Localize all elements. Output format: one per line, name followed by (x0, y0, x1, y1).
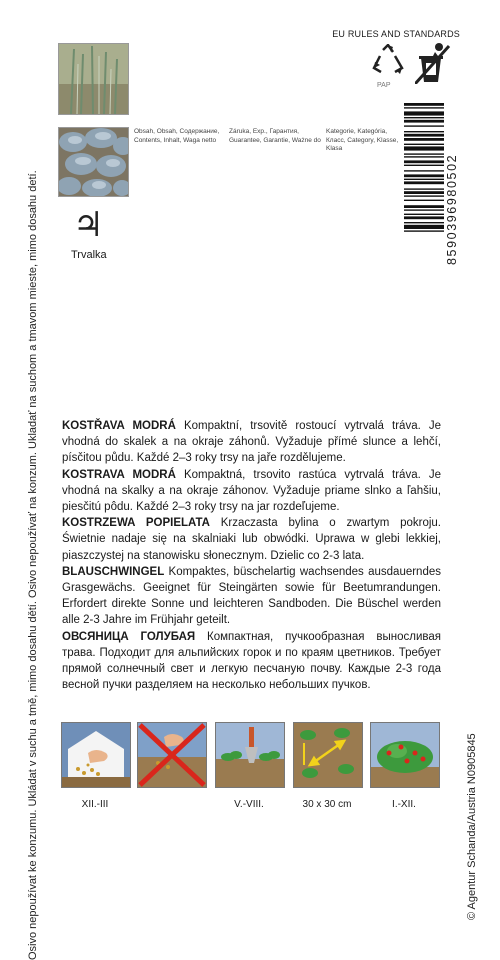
step-planting-icon (215, 722, 285, 788)
description-name: KOSTŘAVA MODRÁ (62, 420, 176, 432)
description-text: Kompaktes, büschelartig wachsendes ausdauerndes Grasgewächs. Geeignet für Steingärten sowie für Beetumrandungen. Erfordert direkte Sonne und leichteren Sandboden. Die Büschel werden alle 2-3 Jahre im Frühjahr geteilt. (62, 565, 441, 627)
barcode-bar (404, 138, 444, 141)
description-text: Kompaktná, trsovito rastúca vytrvalá tráva. Je vhodná na skalky a na okraje záhonov. Vyžaduje priame slnko a ľahšiu, piesčitú pôdu. Každé 2–3 roky trsy na jar rozdeľujeme. (62, 468, 441, 514)
barcode-bar (404, 205, 444, 208)
barcode-bar (404, 103, 444, 106)
description-de (62, 564, 441, 629)
barcode-bars (404, 103, 444, 265)
barcode-bar (404, 153, 444, 154)
grass-closeup-photo (58, 43, 129, 115)
eu-standards-label: EU RULES AND STANDARDS (332, 29, 460, 39)
description-text: Kompaktní, trsovitě rostoucí vytrvalá tráva. Je vhodná do skalek a na okraje záhonů. Vyžaduje přímé slunce a lehčí, písčitou půdu. Každé 2–3 roky trsy na jaře rozdělujeme. (62, 420, 441, 465)
description-name: BLAUSCHWINGEL (62, 565, 165, 578)
description-name: KOSTRAVA MODRÁ (62, 468, 176, 481)
barcode-bar (404, 195, 444, 196)
barcode-bar (404, 191, 444, 194)
barcode-bar (404, 117, 444, 118)
perennial-symbol: ♃ (73, 205, 104, 245)
description-name: ОВСЯНИЦА ГОЛУБАЯ (62, 630, 196, 643)
description-name: KOSTRZEWA POPIELATA (62, 517, 210, 530)
barcode-bar (404, 179, 444, 180)
description-text: Компактная, пучкообразная выносливая трава. Подходит для альпийских горок и по краям цветников. Требует прямой солнечный свет и легкую песчаную почву. Каждые 2-3 года весной пучки разделяем на несколько небольших пучков. (62, 630, 441, 692)
recycle-icon (371, 44, 405, 83)
barcode-bar (404, 216, 444, 219)
descriptions (62, 418, 441, 693)
description-pl (62, 515, 441, 564)
plant-type-label: Trvalka (71, 249, 107, 261)
barcode-bar (404, 170, 444, 171)
copyright-text: © Agentur Schanda/Austria N0905845 (466, 733, 478, 920)
step-label: XII.-III (81, 799, 109, 810)
description-text: Krzaczasta bylina o zwartym pokroju. Świetnie nadaje się na skalniaki lub obwódki. Uprawa w glebi lekkiej, piaszczystej na stanowisku słonecznym. Dzielic co 2-3 lata. (62, 517, 442, 562)
barcode-bar (404, 125, 444, 126)
trash-bin-icon (415, 42, 451, 89)
barcode (404, 103, 460, 265)
contents-label: Obsah, Obsah, Содержание, Contents, Inhalt, Waga netto (134, 128, 220, 144)
description-sk (62, 467, 441, 516)
barcode-bar (404, 174, 444, 177)
barcode-bar (404, 111, 444, 115)
barcode-bar (404, 209, 444, 210)
barcode-bar (404, 144, 444, 145)
barcode-digits: 8590396980502 (445, 153, 459, 265)
barcode-bar (404, 120, 444, 123)
barcode-bar (404, 188, 444, 189)
step-no-direct-sowing-icon (137, 722, 207, 788)
barcode-bar (404, 230, 444, 231)
barcode-bar (404, 107, 444, 108)
barcode-bar (404, 160, 444, 163)
barcode-bar (404, 134, 444, 137)
barcode-bar (404, 222, 444, 223)
step-label: I.-XII. (392, 799, 416, 810)
step-label: V.-VIII. (234, 799, 264, 810)
barcode-bar (404, 146, 444, 150)
barcode-bar (404, 165, 444, 166)
barcode-bar (404, 156, 444, 157)
barcode-bar (404, 225, 444, 229)
step-flowering-icon (370, 722, 440, 788)
barcode-bar (404, 181, 444, 184)
side-warning-text: Osivo nepoužívat ke konzumu. Ukládat v suchu a tmě, mimo dosahu dětí. Osivo nepoužívať na konzum. Ukladať na suchom a tmavom mieste, mimo dosahu detí. (27, 170, 39, 960)
category-label: Kategorie, Kategória, Класс, Category, Klasse, Klasa (326, 128, 399, 152)
barcode-bar (404, 214, 444, 215)
description-cz (62, 418, 441, 467)
blue-fescue-photo (58, 127, 129, 197)
barcode-bar (404, 200, 444, 201)
description-ru (62, 629, 441, 694)
step-sowing-indoor-icon (61, 722, 131, 788)
guarantee-label: Záruka, Exp., Гарантия, Guarantee, Garantie, Ważne do (229, 128, 321, 144)
recycle-label: PAP (377, 82, 391, 89)
step-label: 30 x 30 cm (302, 799, 352, 810)
step-spacing-icon (293, 722, 363, 788)
barcode-bar (404, 131, 444, 132)
